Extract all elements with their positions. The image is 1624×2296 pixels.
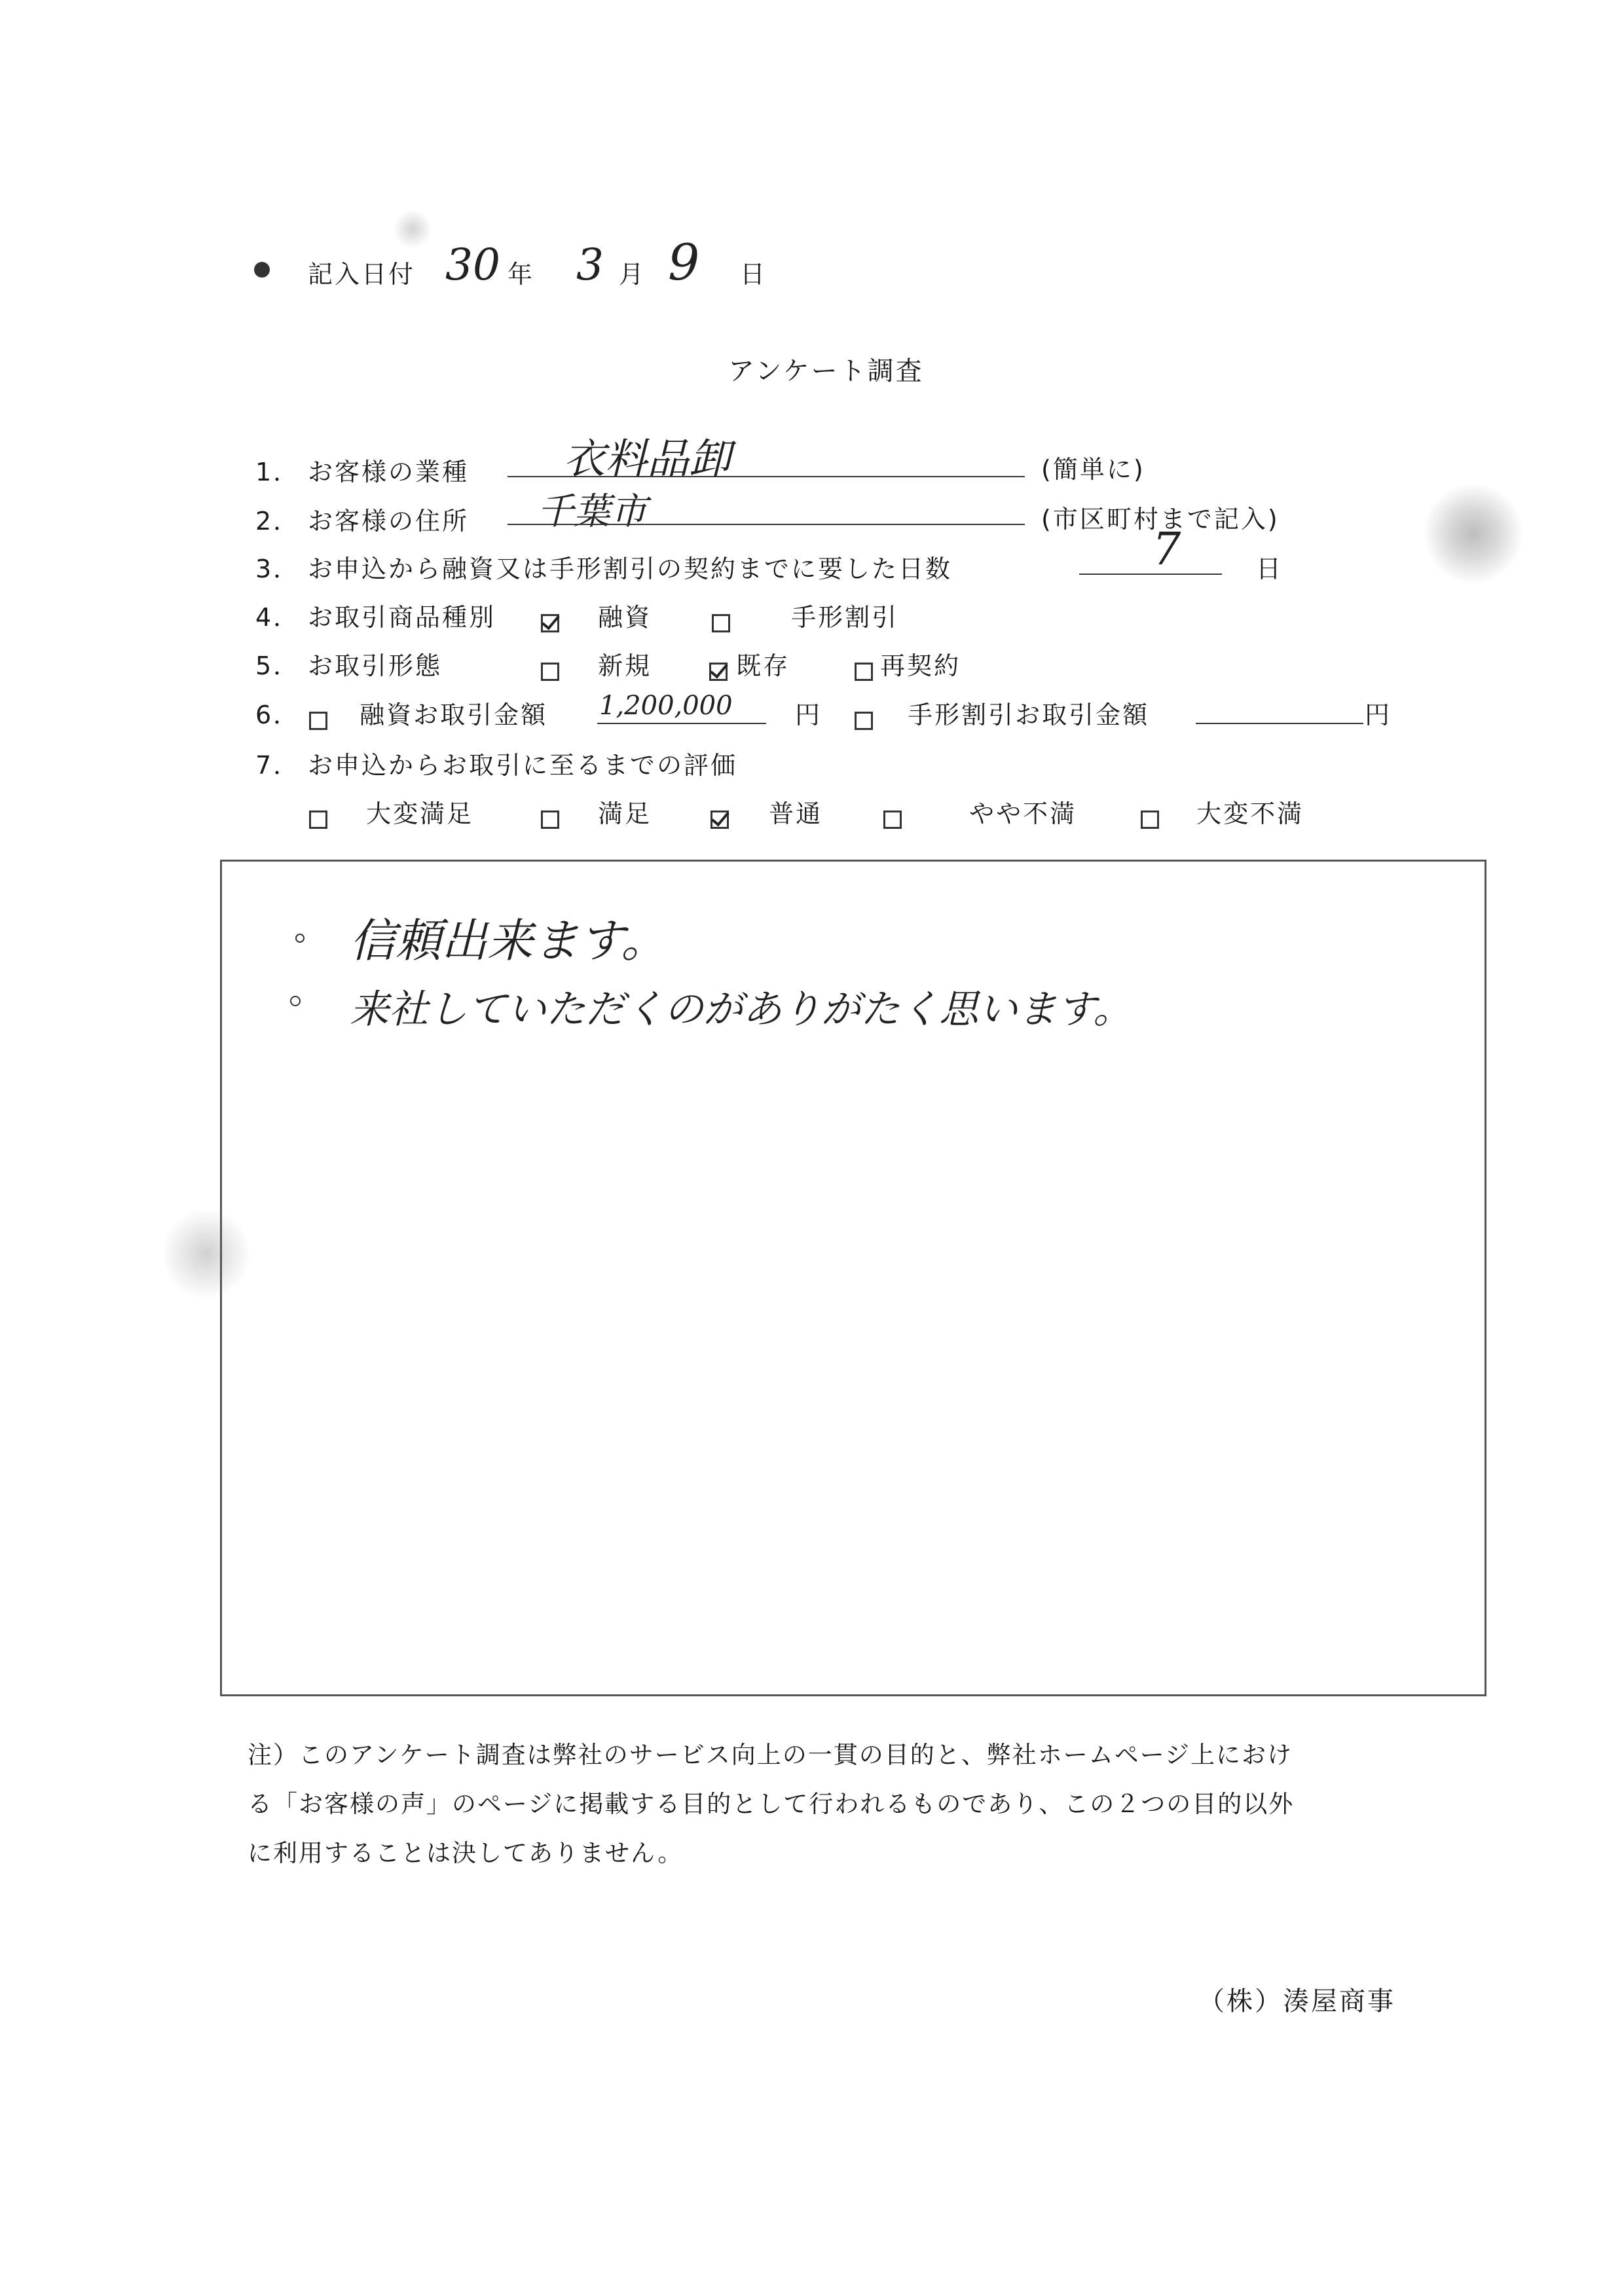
- footnote-line-2: る「お客様の声」のページに掲載する目的として行われるものであり、この２つの目的以外: [248, 1790, 1295, 1818]
- entry-month-unit: 月: [619, 260, 646, 289]
- comment-line-1: 信頼出来ます。: [350, 914, 667, 968]
- q6-loan-checkbox[interactable]: [309, 712, 327, 730]
- q2-label: お客様の住所: [308, 507, 470, 536]
- entry-year: 30: [445, 240, 500, 290]
- q6-loan-option[interactable]: [309, 695, 547, 731]
- scan-smudge: [1421, 484, 1526, 583]
- q5-existing-checkbox[interactable]: [709, 663, 728, 681]
- comment-box[interactable]: [220, 860, 1486, 1696]
- q6-bill-underline: [1196, 723, 1363, 724]
- q6-loan-unit: 円: [795, 701, 822, 729]
- q2-note: (市区町村まで記入): [1041, 505, 1280, 534]
- q7-very-satisfied-label: 大変満足: [366, 799, 474, 828]
- q7-option-very-dissatisfied[interactable]: [1141, 793, 1304, 829]
- q4-option-bill[interactable]: [712, 597, 898, 633]
- q7-normal-checkbox[interactable]: [710, 811, 729, 829]
- q7-option-very-satisfied[interactable]: [309, 793, 473, 829]
- comment-bullet: [295, 934, 304, 943]
- company-name: （株）湊屋商事: [1198, 1986, 1395, 2016]
- footnote-line-3: に利用することは決してありません。: [248, 1839, 684, 1867]
- q7-option-satisfied[interactable]: [541, 793, 652, 829]
- q6-loan-label: 融資お取引金額: [360, 701, 548, 729]
- q7-very-satisfied-checkbox[interactable]: [309, 811, 327, 829]
- scan-smudge: [393, 210, 432, 249]
- q1-answer: 衣料品卸: [563, 435, 731, 484]
- entry-day-unit: 日: [740, 260, 767, 289]
- q3-answer: 7: [1153, 524, 1181, 575]
- q6-number: 6．: [255, 701, 301, 729]
- q7-satisfied-checkbox[interactable]: [541, 811, 559, 829]
- q4-number: 4．: [255, 603, 301, 632]
- q5-option-recontract[interactable]: [855, 646, 961, 682]
- q1-number: 1．: [255, 458, 301, 486]
- q7-very-dissatisfied-checkbox[interactable]: [1141, 811, 1159, 829]
- page-title: アンケート調査: [728, 356, 924, 386]
- q5-existing-label: 既存: [736, 651, 790, 680]
- q4-loan-checkbox[interactable]: [541, 614, 559, 632]
- entry-year-unit: 年: [507, 260, 535, 289]
- q6-loan-underline: [597, 723, 766, 724]
- bullet-dot: [254, 262, 270, 278]
- q2-answer: 千葉市: [537, 490, 647, 533]
- q6-loan-amount: 1,200,000: [599, 691, 733, 721]
- q7-option-slightly-dissatisfied[interactable]: [883, 793, 1077, 829]
- q1-label: お客様の業種: [308, 458, 470, 486]
- footnote-line-1: 注）このアンケート調査は弊社のサービス向上の一貫の目的と、弊社ホームページ上におけ: [248, 1741, 1293, 1769]
- q4-option-loan[interactable]: [541, 597, 652, 633]
- q7-very-dissatisfied-label: 大変不満: [1196, 799, 1304, 828]
- entry-month: 3: [576, 240, 604, 290]
- q5-new-checkbox[interactable]: [541, 663, 559, 681]
- q7-slightly-dissatisfied-label: やや不満: [969, 799, 1077, 828]
- q3-unit: 日: [1256, 555, 1283, 583]
- q7-satisfied-label: 満足: [598, 799, 652, 828]
- q1-note: (簡単に): [1041, 455, 1145, 484]
- q3-underline: [1079, 574, 1222, 575]
- q7-normal-label: 普通: [769, 799, 823, 828]
- comment-line-2: 来社していただくのがありがたく思います。: [350, 987, 1133, 1032]
- q5-label: お取引形態: [308, 651, 443, 680]
- q5-new-label: 新規: [598, 651, 652, 680]
- q4-bill-label: 手形割引: [791, 603, 899, 632]
- q2-number: 2．: [255, 507, 301, 536]
- entry-day: 9: [668, 233, 700, 291]
- q3-label: お申込から融資又は手形割引の契約までに要した日数: [308, 555, 953, 583]
- q7-number: 7．: [255, 751, 301, 780]
- q2-underline: [507, 524, 1025, 525]
- comment-bullet: [290, 996, 301, 1006]
- q4-loan-label: 融資: [598, 603, 652, 632]
- q7-label: お申込からお取引に至るまでの評価: [308, 751, 738, 780]
- entry-date-label: 記入日付: [308, 260, 416, 289]
- q6-bill-label: 手形割引お取引金額: [908, 701, 1150, 729]
- q5-option-new[interactable]: [541, 646, 652, 682]
- q5-recontract-checkbox[interactable]: [855, 663, 873, 681]
- q7-option-normal[interactable]: [710, 793, 822, 829]
- q6-bill-checkbox[interactable]: [855, 712, 873, 730]
- q5-option-existing[interactable]: [709, 646, 790, 682]
- q5-recontract-label: 再契約: [880, 651, 961, 680]
- q7-slightly-dissatisfied-checkbox[interactable]: [883, 811, 902, 829]
- q6-bill-unit: 円: [1365, 701, 1392, 729]
- q6-bill-option[interactable]: [855, 695, 1149, 731]
- q4-label: お取引商品種別: [308, 603, 496, 632]
- q4-bill-checkbox[interactable]: [712, 614, 730, 632]
- q1-underline: [507, 476, 1025, 477]
- q5-number: 5．: [255, 651, 301, 680]
- q3-number: 3．: [255, 555, 301, 583]
